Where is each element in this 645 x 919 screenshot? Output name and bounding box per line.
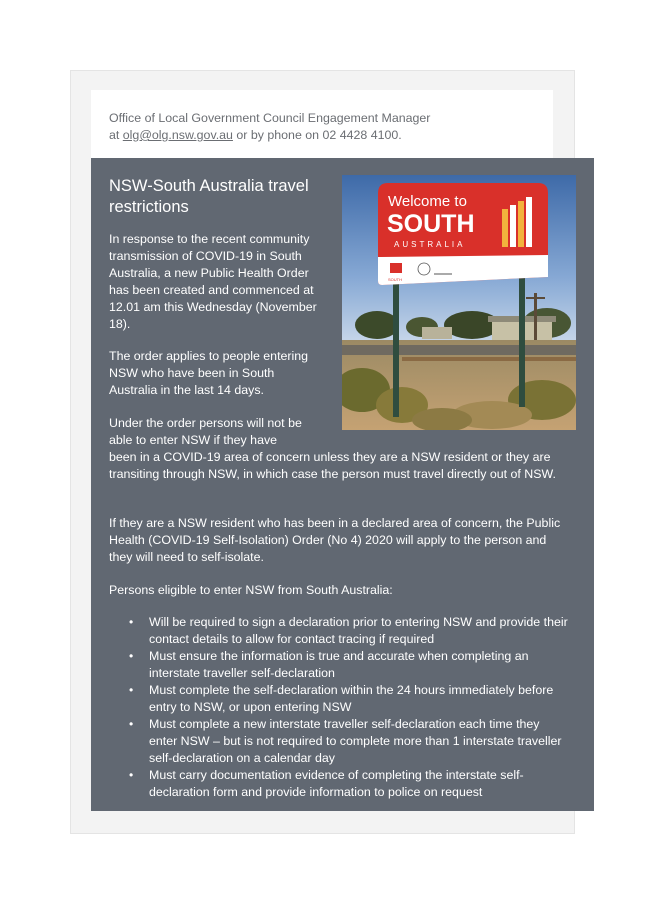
sign-emblem-house bbox=[390, 263, 402, 273]
road bbox=[342, 345, 576, 355]
list-item: • Will be required to sign a declaration prior to entering NSW and provide their contact details to allow for contact tracing if required bbox=[109, 614, 571, 648]
sign-small-text: SOUTH bbox=[388, 277, 402, 282]
power-pole bbox=[534, 293, 537, 343]
contact-card bbox=[91, 90, 553, 158]
logo-stripe bbox=[526, 197, 532, 247]
logo-stripe bbox=[502, 209, 508, 247]
sign-south-text: SOUTH bbox=[387, 210, 475, 238]
contact-suffix: or by phone on 02 4428 4100. bbox=[232, 128, 402, 142]
list-item: • Must complete a new interstate traveller self-declaration each time they enter NSW – but is not required to complete more than 1 interstate traveller self-declaration on a calendar day bbox=[109, 716, 571, 767]
contact-prefix: at bbox=[109, 128, 123, 142]
logo-stripe bbox=[518, 201, 524, 247]
welcome-sign-photo bbox=[342, 175, 576, 430]
contact-line1: Office of Local Government Council Engagement Manager bbox=[109, 111, 431, 125]
paragraph-5: Persons eligible to enter NSW from South Australia: bbox=[109, 583, 393, 597]
paragraph-3-start: Under the order persons will not be able to enter NSW if they have bbox=[109, 416, 302, 447]
article-panel bbox=[91, 158, 594, 811]
article-title: NSW-South Australia travel restrictions bbox=[109, 177, 309, 216]
photo-illustration bbox=[342, 175, 576, 430]
paragraph-1: In response to the recent community transmission of COVID-19 in South Australia, a new Public Health Order has been created and commenced at 12.01 am this Wednesday (November 18). bbox=[109, 232, 317, 331]
tree bbox=[444, 311, 500, 339]
building bbox=[422, 327, 452, 339]
sign-post-left bbox=[393, 275, 399, 417]
fence bbox=[402, 357, 576, 361]
sign-australia-text: AUSTRALIA bbox=[394, 240, 466, 249]
tree bbox=[355, 311, 399, 339]
logo-stripe bbox=[510, 205, 516, 247]
paragraph-4: If they are a NSW resident who has been in a declared area of concern, the Public Health (COVID-19 Self-Isolation) Order (No 4) 2020 will apply to the person and they will need to self-isolate. bbox=[109, 516, 561, 564]
contact-line2 bbox=[109, 127, 539, 144]
list-item: • Must carry documentation evidence of completing the interstate self-declaration form and provide information to police on request bbox=[109, 767, 571, 801]
power-pole-arm bbox=[526, 297, 545, 299]
sign-post-right bbox=[519, 275, 525, 407]
contact-text bbox=[109, 110, 539, 144]
paragraph-2: The order applies to people entering NSW who have been in South Australia in the last 14 days. bbox=[109, 349, 309, 397]
eligibility-list bbox=[109, 614, 571, 801]
sign-welcome-text: Welcome to bbox=[388, 193, 467, 210]
list-item: • Must ensure the information is true and accurate when completing an interstate traveller self-declaration bbox=[109, 648, 571, 682]
sign-fine-print bbox=[434, 273, 452, 275]
list-item: • Must complete the self-declaration within the 24 hours immediately before entry to NSW, or upon entering NSW bbox=[109, 682, 571, 716]
paragraph-3-end: been in a COVID-19 area of concern unless they are a NSW resident or they are transiting through NSW, in which case the person must travel directly out of NSW. bbox=[109, 450, 556, 481]
email-link[interactable]: olg@olg.nsw.gov.au bbox=[122, 128, 233, 142]
